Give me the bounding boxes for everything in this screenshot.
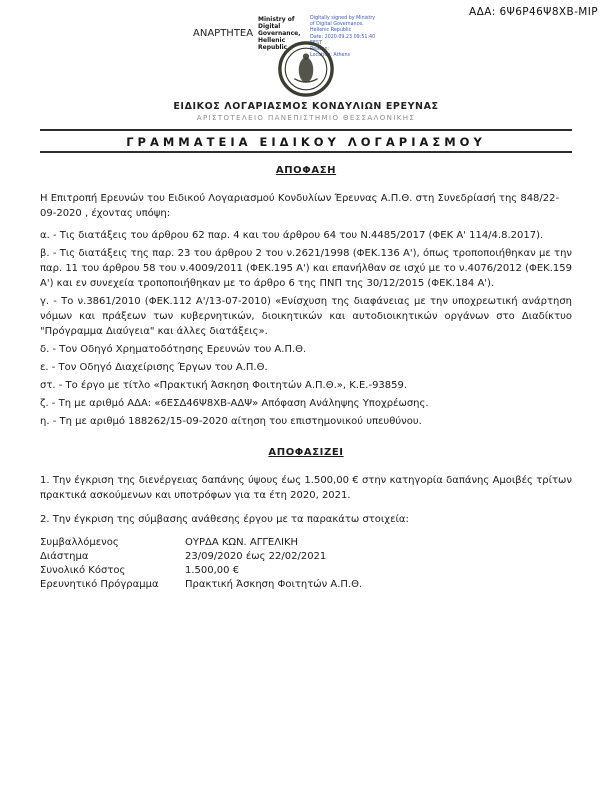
signature-detail-line: Date: 2020.09.23 09:51:40 EEST (310, 34, 376, 46)
contract-row-value: 1.500,00 € (185, 565, 240, 576)
ada-code: ΑΔΑ: 6Ψ6Ρ46Ψ8ΧΒ-ΜΙΡ (469, 6, 598, 18)
consideration-item: ε. - Τον Οδηγό Διαχείρισης Έργων του Α.Π.Θ. (40, 362, 268, 373)
anartitea-label: ΑΝΑΡΤΗΤΕΑ (193, 28, 254, 39)
consideration-item: δ. - Τον Οδηγό Χρηματοδότησης Ερευνών του Α.Π.Θ. (40, 344, 307, 355)
decision-title: ΑΠΟΦΑΣΗ (275, 165, 337, 176)
contract-row-value: Πρακτική Άσκηση Φοιτητών Α.Π.Θ. (185, 579, 363, 590)
contract-details (40, 536, 572, 592)
contract-row (40, 578, 572, 592)
signature-detail-line: Location: Athens (310, 53, 351, 59)
organization-name: ΕΙΔΙΚΟΣ ΛΟΓΑΡΙΑΣΜΟΣ ΚΟΝΔΥΛΙΩΝ ΕΡΕΥΝΑΣ (173, 101, 439, 112)
resolution-item: 2. Την έγκριση της σύμβασης ανάθεσης έργου με τα παρακάτω στοιχεία: (40, 514, 409, 525)
contract-row-label: Συμβαλλόμενος (40, 537, 119, 548)
consideration-item: α. - Τις διατάξεις του άρθρου 62 παρ. 4 και του άρθρου 64 του Ν.4485/2017 (ΦΕΚ Α' 114/4.8.2017). (40, 230, 544, 241)
consideration-item: β. - Τις διατάξεις της παρ. 23 του άρθρου 2 του ν.2621/1998 (ΦΕΚ.136 Α'), όπως τροποποιήθηκαν με την παρ. 11 του άρθρου 58 του ν.4009/2011 (ΦΕΚ.195 Α') και επανήλθαν σε ισχύ με το ν.4076/2012 (ΦΕΚ.159 Α') και εν συνεχεία τροποποιήθηκαν με το άρθρο 6 της ΠΝΠ της 30/12/2015 (ΦΕΚ.184 Α'). (40, 248, 572, 289)
contract-row (40, 536, 572, 550)
contract-row-label: Διάστημα (40, 551, 89, 562)
contract-row-value: ΟΥΡΔΑ ΚΩΝ. ΑΓΓΕΛΙΚΗ (185, 537, 299, 548)
contract-row (40, 550, 572, 564)
resolution-item: 1. Την έγκριση της διενέργειας δαπάνης ύψους έως 1.500,00 € στην κατηγορία δαπάνης Αμοιβές τρίτων πρακτικά ασκούμενων και υποτρόφων για τα έτη 2020, 2021. (40, 475, 572, 501)
decision-intro: Η Επιτροπή Ερευνών του Ειδικού Λογαριασμού Κονδυλίων Έρευνας Α.Π.Θ. στη Συνεδρίασή της 848/22-09-2020 , έχοντας υπόψη: (40, 193, 560, 219)
header-rule-top (40, 129, 572, 131)
consideration-item: γ. - Το ν.3861/2010 (ΦΕΚ.112 Α'/13-07-2010) «Ενίσχυση της διαφάνειας με την υποχρεωτική ανάρτηση νόμων και πράξεων των κυβερνητικών, διοικητικών και αυτοδιοικητικών οργάνων στο Διαδίκτυο "Πρόγραμμα Διαύγεια" και άλλες διατάξεις». (40, 296, 572, 337)
signature-detail-line: Digitally signed by Ministry of Digital Governance, Hellenic Republic (310, 16, 376, 34)
decides-title: ΑΠΟΦΑΣΙΖΕΙ (268, 447, 344, 458)
contract-row-label: Συνολικό Κόστος (40, 565, 126, 576)
signature-detail-line: Reason: (310, 47, 330, 53)
consideration-item: η. - Τη με αριθμό 188262/15-09-2020 αίτηση του επιστημονικού υπευθύνου. (40, 416, 422, 427)
department-banner: ΓΡΑΜΜΑΤΕΙΑ ΕΙΔΙΚΟΥ ΛΟΓΑΡΙΑΣΜΟΥ (126, 135, 486, 149)
header-rule-bottom (40, 151, 572, 153)
university-seal-icon (277, 40, 335, 98)
organization-subtitle: ΑΡΙΣΤΟΤΕΛΕΙΟ ΠΑΝΕΠΙΣΤΗΜΙΟ ΘΕΣΣΑΛΟΝΙΚΗΣ (196, 114, 416, 122)
contract-row-label: Ερευνητικό Πρόγραμμα (40, 579, 159, 590)
contract-row-value: 23/09/2020 έως 22/02/2021 (185, 551, 327, 562)
document-body (40, 163, 572, 592)
contract-row (40, 564, 572, 578)
signature-signer-name: Ministry of Digital Governance, Hellenic Republic (258, 16, 301, 52)
consideration-item: στ. - Το έργο με τίτλο «Πρακτική Άσκηση Φοιτητών Α.Π.Θ.», Κ.Ε.-93859. (40, 380, 408, 391)
consideration-item: ζ. - Τη με αριθμό ΑΔΑ: «6ΕΣΔ46Ψ8ΧΒ-ΑΔΨ» Απόφαση Ανάληψης Υποχρέωσης. (40, 398, 429, 409)
